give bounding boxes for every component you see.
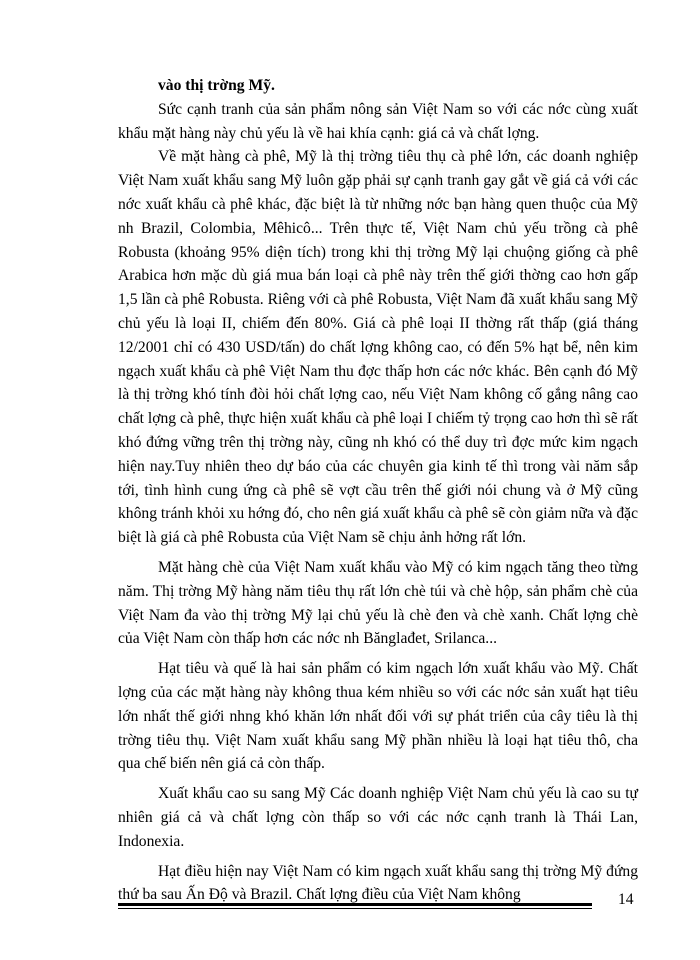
paragraph-tea: Mặt hàng chè của Việt Nam xuất khẩu vào Mỹ có kim ngạch tăng theo từng năm. Thị trờng Mỹ hàng năm tiêu thụ rất lớn chè túi và chè hộp, sản phẩm chè của Việt Nam đa vào thị trờng Mỹ lại chủ yếu là chè đen và chè xanh. Chất lợng chè của Việt Nam còn thấp hơn các nớc nh Bănglađet, Srilanca... bbox=[118, 558, 638, 648]
paragraph-coffee: Về mặt hàng cà phê, Mỹ là thị trờng tiêu thụ cà phê lớn, các doanh nghiệp Việt Nam xuất khẩu sang Mỹ luôn gặp phải sự cạnh tranh gay gắt về giá cả với các nớc xuất khẩu cà phê khác, đặc biệt là từ những nớc bạn hàng quen thuộc của Mỹ nh Brazil, Colombia, Mêhicô... Trên thực tế, Việt Nam chủ yếu trồng cà phê Robusta (khoảng 95% diện tích) trong khi thị trờng Mỹ lại chuộng giống cà phê Arabica hơn mặc dù giá mua bán loại cà phê này trên thế giới thờng cao hơn gấp 1,5 lần cà phê Robusta. Riêng với cà phê Robusta, Việt Nam đã xuất khẩu sang Mỹ chủ yếu là loại II, chiếm đến 80%. Giá cà phê loại II thờng rất thấp (giá tháng 12/2001 chỉ có 430 USD/tấn) do chất lợng không cao, có đến 5% hạt bể, nên kim ngạch xuất khẩu cà phê Việt Nam thu đợc thấp hơn các nớc khác. Bên cạnh đó Mỹ là thị trờng khó tính đòi hỏi chất lợng cao, nếu Việt Nam không cố gắng nâng cao chất lợng cà phê, thực hiện xuất khẩu cà phê loại I chiếm tỷ trọng cao hơn thì sẽ rất khó đứng vững trên thị trờng này, cũng nh khó có thể duy trì đợc mức kim ngạch hiện nay.Tuy nhiên theo dự báo của các chuyên gia kinh tế thì trong vài năm sắp tới, tình hình cung ứng cà phê sẽ vợt cầu trên thế giới nói chung và ở Mỹ cũng không tránh khỏi xu hớng đó, cho nên giá xuất khẩu cà phê sẽ còn giảm nữa và đặc biệt là giá cà phê Robusta của Việt Nam sẽ chịu ảnh hởng rất lớn. bbox=[118, 148, 638, 547]
paragraph-rubber: Xuất khẩu cao su sang Mỹ Các doanh nghiệp Việt Nam chủ yếu là cao su tự nhiên giá cả và chất lợng còn thấp so với các nớc cạnh tranh là Thái Lan, Indonexia. bbox=[118, 785, 638, 850]
footer-rule bbox=[118, 903, 592, 906]
paragraph-cashew: Hạt điều hiện nay Việt Nam có kim ngạch xuất khẩu sang thị trờng Mỹ đứng thứ ba sau Ấn Độ và Brazil. Chất lợng điều của Việt Nam không bbox=[118, 862, 638, 904]
paragraph-pepper: Hạt tiêu và quế là hai sản phẩm có kim ngạch lớn xuất khẩu vào Mỹ. Chất lợng của các mặt hàng này không thua kém nhiều so với các nớc sản xuất hạt tiêu lớn nhất thế giới nhng khó khăn lớn nhất đối với sự phát triển của cây tiêu là thị trờng tiêu thụ. Việt Nam xuất khẩu sang Mỹ phần nhiều là loại hạt tiêu thô, cha qua chế biến nên giá cả còn thấp. bbox=[118, 660, 638, 773]
footer-rule-thin bbox=[118, 908, 592, 909]
page-body bbox=[118, 74, 638, 907]
paragraph-competitiveness: Sức cạnh tranh của sản phẩm nông sản Việt Nam so với các nớc cùng xuất khẩu mặt hàng này chủ yếu là về hai khía cạnh: giá cả và chất lợng. bbox=[118, 100, 638, 142]
continuation-line: vào thị trờng Mỹ. bbox=[158, 77, 275, 94]
page-number: 14 bbox=[618, 891, 634, 908]
